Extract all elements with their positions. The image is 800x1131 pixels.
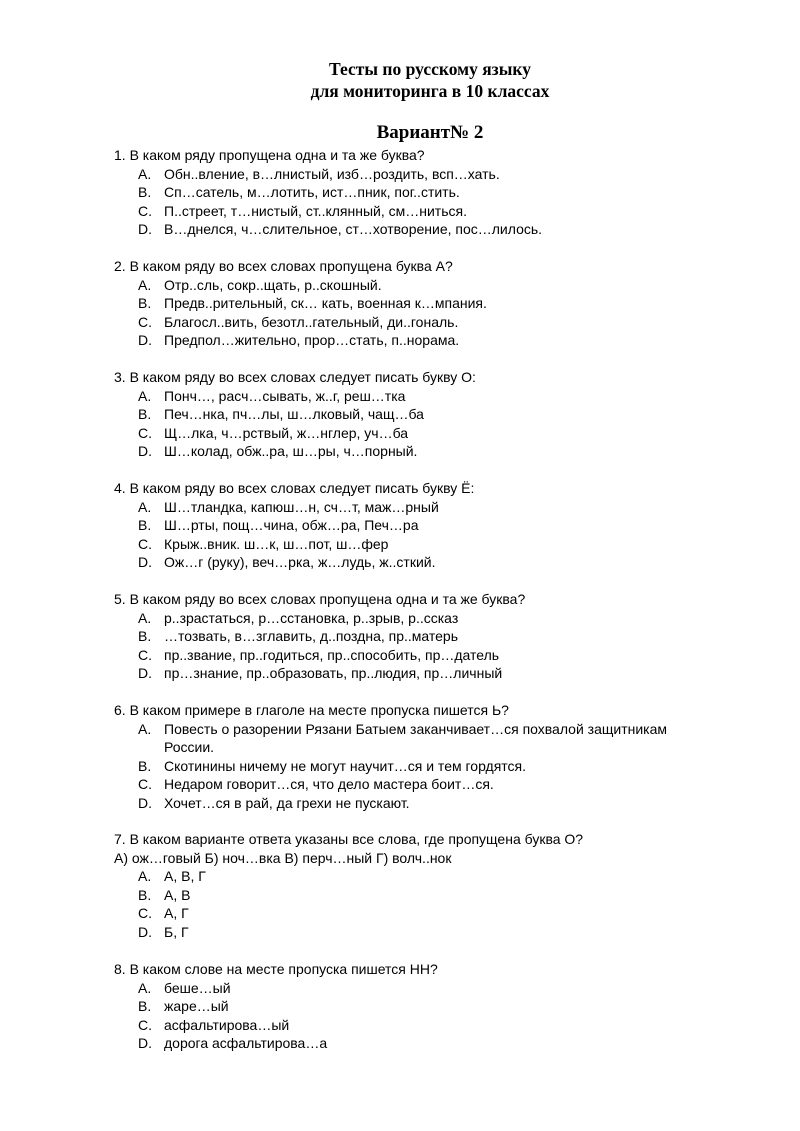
question-2 bbox=[114, 257, 714, 350]
option-letter: B. bbox=[138, 628, 152, 644]
option-text: А, В bbox=[164, 886, 191, 903]
variant-heading: Вариант№ 2 bbox=[376, 122, 484, 143]
answer-option[interactable] bbox=[114, 904, 704, 923]
answer-option[interactable] bbox=[114, 498, 704, 517]
option-text: Предв..рительный, ск… кать, военная к…мпания. bbox=[164, 295, 487, 311]
answer-option[interactable] bbox=[114, 646, 704, 665]
answer-options bbox=[114, 276, 714, 350]
answer-option[interactable] bbox=[114, 997, 704, 1016]
answer-option[interactable] bbox=[114, 720, 704, 757]
question-6 bbox=[114, 701, 714, 812]
question-text: 5. В каком ряду во всех словах пропущена одна и та же буква? bbox=[114, 591, 526, 607]
option-letter: A. bbox=[138, 498, 152, 515]
answer-option[interactable] bbox=[114, 923, 704, 942]
answer-option[interactable] bbox=[114, 867, 704, 886]
option-text: Предпол…жительно, прор…стать, п..норама. bbox=[164, 332, 460, 348]
option-letter: A. bbox=[138, 609, 152, 626]
option-text: Отр..сль, сокр..щать, р..скошный. bbox=[164, 276, 382, 293]
option-text: Сп…сатель, м…лотить, ист…пник, пог..стить. bbox=[164, 184, 460, 200]
question-text: 6. В каком примере в глаголе на месте пропуска пишется Ь? bbox=[114, 702, 509, 718]
answer-option[interactable] bbox=[114, 405, 704, 424]
answer-option[interactable] bbox=[114, 553, 704, 572]
answer-options bbox=[114, 165, 714, 239]
option-letter: C. bbox=[138, 202, 152, 219]
answer-option[interactable] bbox=[114, 886, 704, 905]
answer-option[interactable] bbox=[114, 294, 704, 313]
answer-options bbox=[114, 387, 714, 461]
option-letter: D. bbox=[138, 1035, 152, 1051]
answer-option[interactable] bbox=[114, 313, 704, 332]
answer-option[interactable] bbox=[114, 664, 704, 683]
option-text: асфальтирова…ый bbox=[164, 1016, 290, 1033]
answer-option[interactable] bbox=[114, 165, 704, 184]
option-text: Ш…рты, пощ…чина, обж…ра, Печ…ра bbox=[164, 517, 419, 533]
option-letter: C. bbox=[138, 424, 152, 441]
option-text: Крыж..вник. ш…к, ш…пот, ш…фер bbox=[164, 535, 389, 552]
answer-option[interactable] bbox=[114, 442, 704, 461]
answer-options bbox=[114, 609, 714, 683]
option-text: Щ…лка, ч…рствый, ж…нглер, уч…ба bbox=[164, 424, 409, 441]
option-letter: D. bbox=[138, 665, 152, 681]
title-line-2: для мониторинга в 10 классах bbox=[310, 81, 550, 101]
option-text: В…днелся, ч…слительное, ст…хотворение, пос…лилось. bbox=[164, 221, 543, 237]
option-text: Ш…тландка, капюш…н, сч…т, маж…рный bbox=[164, 498, 439, 515]
answer-option[interactable] bbox=[114, 979, 704, 998]
option-text: р..зрастаться, р…сстановка, р..зрыв, р..ссказ bbox=[164, 609, 459, 626]
option-text: Скотинины ничему не могут научит…ся и тем гордятся. bbox=[164, 757, 527, 774]
option-letter: A. bbox=[138, 979, 152, 996]
option-text: беше…ый bbox=[164, 979, 231, 996]
answer-options bbox=[114, 720, 714, 813]
answer-option[interactable] bbox=[114, 202, 704, 221]
document-title bbox=[0, 58, 800, 102]
option-text: …тозвать, в…зглавить, д..поздна, пр..матерь bbox=[164, 628, 459, 644]
answer-option[interactable] bbox=[114, 220, 704, 239]
answer-option[interactable] bbox=[114, 331, 704, 350]
option-text: Понч…, расч…сывать, ж..г, реш…тка bbox=[164, 387, 406, 404]
question-8 bbox=[114, 960, 714, 1053]
option-letter: A. bbox=[138, 720, 152, 737]
answer-options bbox=[114, 498, 714, 572]
question-word-list: А) ож…говый Б) ноч…вка В) перч…ный Г) волч..нок bbox=[114, 849, 452, 866]
option-letter: B. bbox=[138, 517, 152, 533]
option-letter: D. bbox=[138, 923, 152, 940]
option-letter: C. bbox=[138, 535, 152, 552]
option-letter: B. bbox=[138, 406, 152, 422]
answer-option[interactable] bbox=[114, 1016, 704, 1035]
answer-option[interactable] bbox=[114, 775, 704, 794]
option-letter: D. bbox=[138, 332, 152, 348]
answer-option[interactable] bbox=[114, 609, 704, 628]
option-text: дорога асфальтирова…а bbox=[164, 1035, 328, 1051]
question-1 bbox=[114, 146, 714, 239]
option-text: Хочет…ся в рай, да грехи не пускают. bbox=[164, 794, 410, 811]
question-text: 3. В каком ряду во всех словах следует писать букву О: bbox=[114, 369, 476, 385]
question-text: 7. В каком варианте ответа указаны все слова, где пропущена буква О? bbox=[114, 831, 584, 847]
answer-option[interactable] bbox=[114, 387, 704, 406]
question-text: 8. В каком слове на месте пропуска пишется НН? bbox=[114, 961, 438, 977]
option-letter: C. bbox=[138, 905, 152, 921]
question-text: 2. В каком ряду во всех словах пропущена буква А? bbox=[114, 258, 453, 274]
answer-option[interactable] bbox=[114, 627, 704, 646]
answer-option[interactable] bbox=[114, 424, 704, 443]
option-letter: D. bbox=[138, 443, 152, 459]
option-letter: A. bbox=[138, 165, 152, 182]
option-letter: B. bbox=[138, 886, 152, 903]
option-letter: A. bbox=[138, 868, 152, 884]
option-letter: D. bbox=[138, 554, 152, 570]
answer-option[interactable] bbox=[114, 276, 704, 295]
option-text: жаре…ый bbox=[164, 998, 229, 1014]
option-text: Недаром говорит…ся, что дело мастера боит…ся. bbox=[164, 776, 494, 792]
answer-option[interactable] bbox=[114, 1034, 704, 1053]
question-text: 1. В каком ряду пропущена одна и та же буква? bbox=[114, 147, 425, 163]
question-7 bbox=[114, 830, 714, 941]
question-3 bbox=[114, 368, 714, 461]
option-text: Повесть о разорении Рязани Батыем заканчивает…ся похвалой защитникам России. bbox=[164, 720, 668, 755]
option-text: П..стреет, т…нистый, ст..клянный, см…ниться. bbox=[164, 202, 467, 219]
option-letter: C. bbox=[138, 313, 152, 330]
option-letter: B. bbox=[138, 184, 152, 200]
answer-option[interactable] bbox=[114, 516, 704, 535]
option-letter: B. bbox=[138, 295, 152, 311]
option-letter: C. bbox=[138, 1016, 152, 1033]
option-letter: D. bbox=[138, 221, 152, 237]
option-text: Б, Г bbox=[164, 923, 189, 940]
option-text: А, Г bbox=[164, 905, 189, 921]
option-letter: D. bbox=[138, 794, 152, 811]
answer-options bbox=[114, 979, 714, 1053]
option-text: А, В, Г bbox=[164, 868, 206, 884]
option-letter: B. bbox=[138, 757, 152, 774]
question-text: 4. В каком ряду во всех словах следует писать букву Ё: bbox=[114, 480, 475, 496]
option-letter: A. bbox=[138, 276, 152, 293]
option-letter: A. bbox=[138, 387, 152, 404]
option-text: пр..звание, пр..годиться, пр..способить, пр…датель bbox=[164, 646, 500, 663]
answer-option[interactable] bbox=[114, 183, 704, 202]
option-text: пр…знание, пр..образовать, пр..людия, пр…личный bbox=[164, 665, 503, 681]
option-text: Ож…г (руку), веч…рка, ж…лудь, ж..сткий. bbox=[164, 554, 436, 570]
option-text: Ш…колад, обж..ра, ш…ры, ч…порный. bbox=[164, 443, 418, 459]
option-text: Печ…нка, пч…лы, ш…лковый, чащ…ба bbox=[164, 406, 424, 422]
option-text: Обн..вление, в…лнистый, изб…роздить, всп…хать. bbox=[164, 165, 500, 182]
answer-option[interactable] bbox=[114, 535, 704, 554]
question-5 bbox=[114, 590, 714, 683]
answer-option[interactable] bbox=[114, 757, 704, 776]
title-line-1: Тесты по русскому языку bbox=[329, 59, 531, 79]
option-letter: C. bbox=[138, 776, 152, 792]
question-4 bbox=[114, 479, 714, 572]
option-letter: B. bbox=[138, 998, 152, 1014]
option-text: Благосл..вить, безотл..гательный, ди..гональ. bbox=[164, 313, 459, 330]
answer-options bbox=[114, 867, 714, 941]
answer-option[interactable] bbox=[114, 794, 704, 813]
option-letter: C. bbox=[138, 646, 152, 663]
